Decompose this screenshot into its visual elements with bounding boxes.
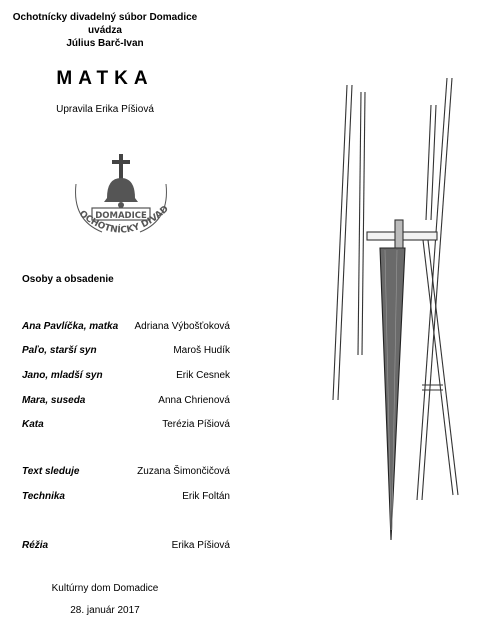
role-jano: Jano, mladší syn: [22, 370, 103, 381]
logo-center-text: DOMADICE: [95, 211, 147, 221]
header-company: Ochotnícky divadelný súbor Domadice: [12, 12, 198, 23]
role-palo: Paľo, starší syn: [22, 345, 97, 356]
actor-technika: Erik Foltán: [182, 491, 230, 502]
actor-ana: Adriana Výbošťoková: [134, 321, 230, 332]
role-kata: Kata: [22, 419, 44, 430]
role-ana: Ana Pavlíčka, matka: [22, 321, 119, 332]
theatre-logo: [58, 143, 172, 250]
footer-venue: Kultúrny dom Domadice: [51, 583, 159, 594]
role-text-sleduje: Text sleduje: [22, 466, 80, 477]
actor-kata: Terézia Píšiová: [162, 419, 230, 430]
header-presents: uvádza: [88, 25, 122, 36]
footer-date: 28. január 2017: [70, 605, 140, 616]
role-technika: Technika: [22, 491, 65, 502]
actor-text-sleduje: Zuzana Šimončičová: [137, 466, 230, 477]
easel-spike-illustration: [325, 70, 475, 550]
adaptation-credit: Upravila Erika Píšiová: [56, 104, 154, 115]
header-author: Július Barč-Ivan: [66, 38, 144, 49]
actor-jano: Erik Cesnek: [176, 370, 230, 381]
role-mara: Mara, suseda: [22, 395, 86, 406]
actor-mara: Anna Chrienová: [158, 395, 230, 406]
actor-rezia: Erika Píšiová: [171, 540, 230, 551]
logo-bottom-text: OCHOTNÍCKY DIVADELNÝ SÚBOR: [58, 143, 171, 236]
cast-heading: Osoby a obsadenie: [22, 274, 114, 285]
play-title: MATKA: [56, 68, 154, 89]
actor-palo: Maroš Hudík: [173, 345, 230, 356]
role-rezia: Réžia: [22, 540, 49, 551]
